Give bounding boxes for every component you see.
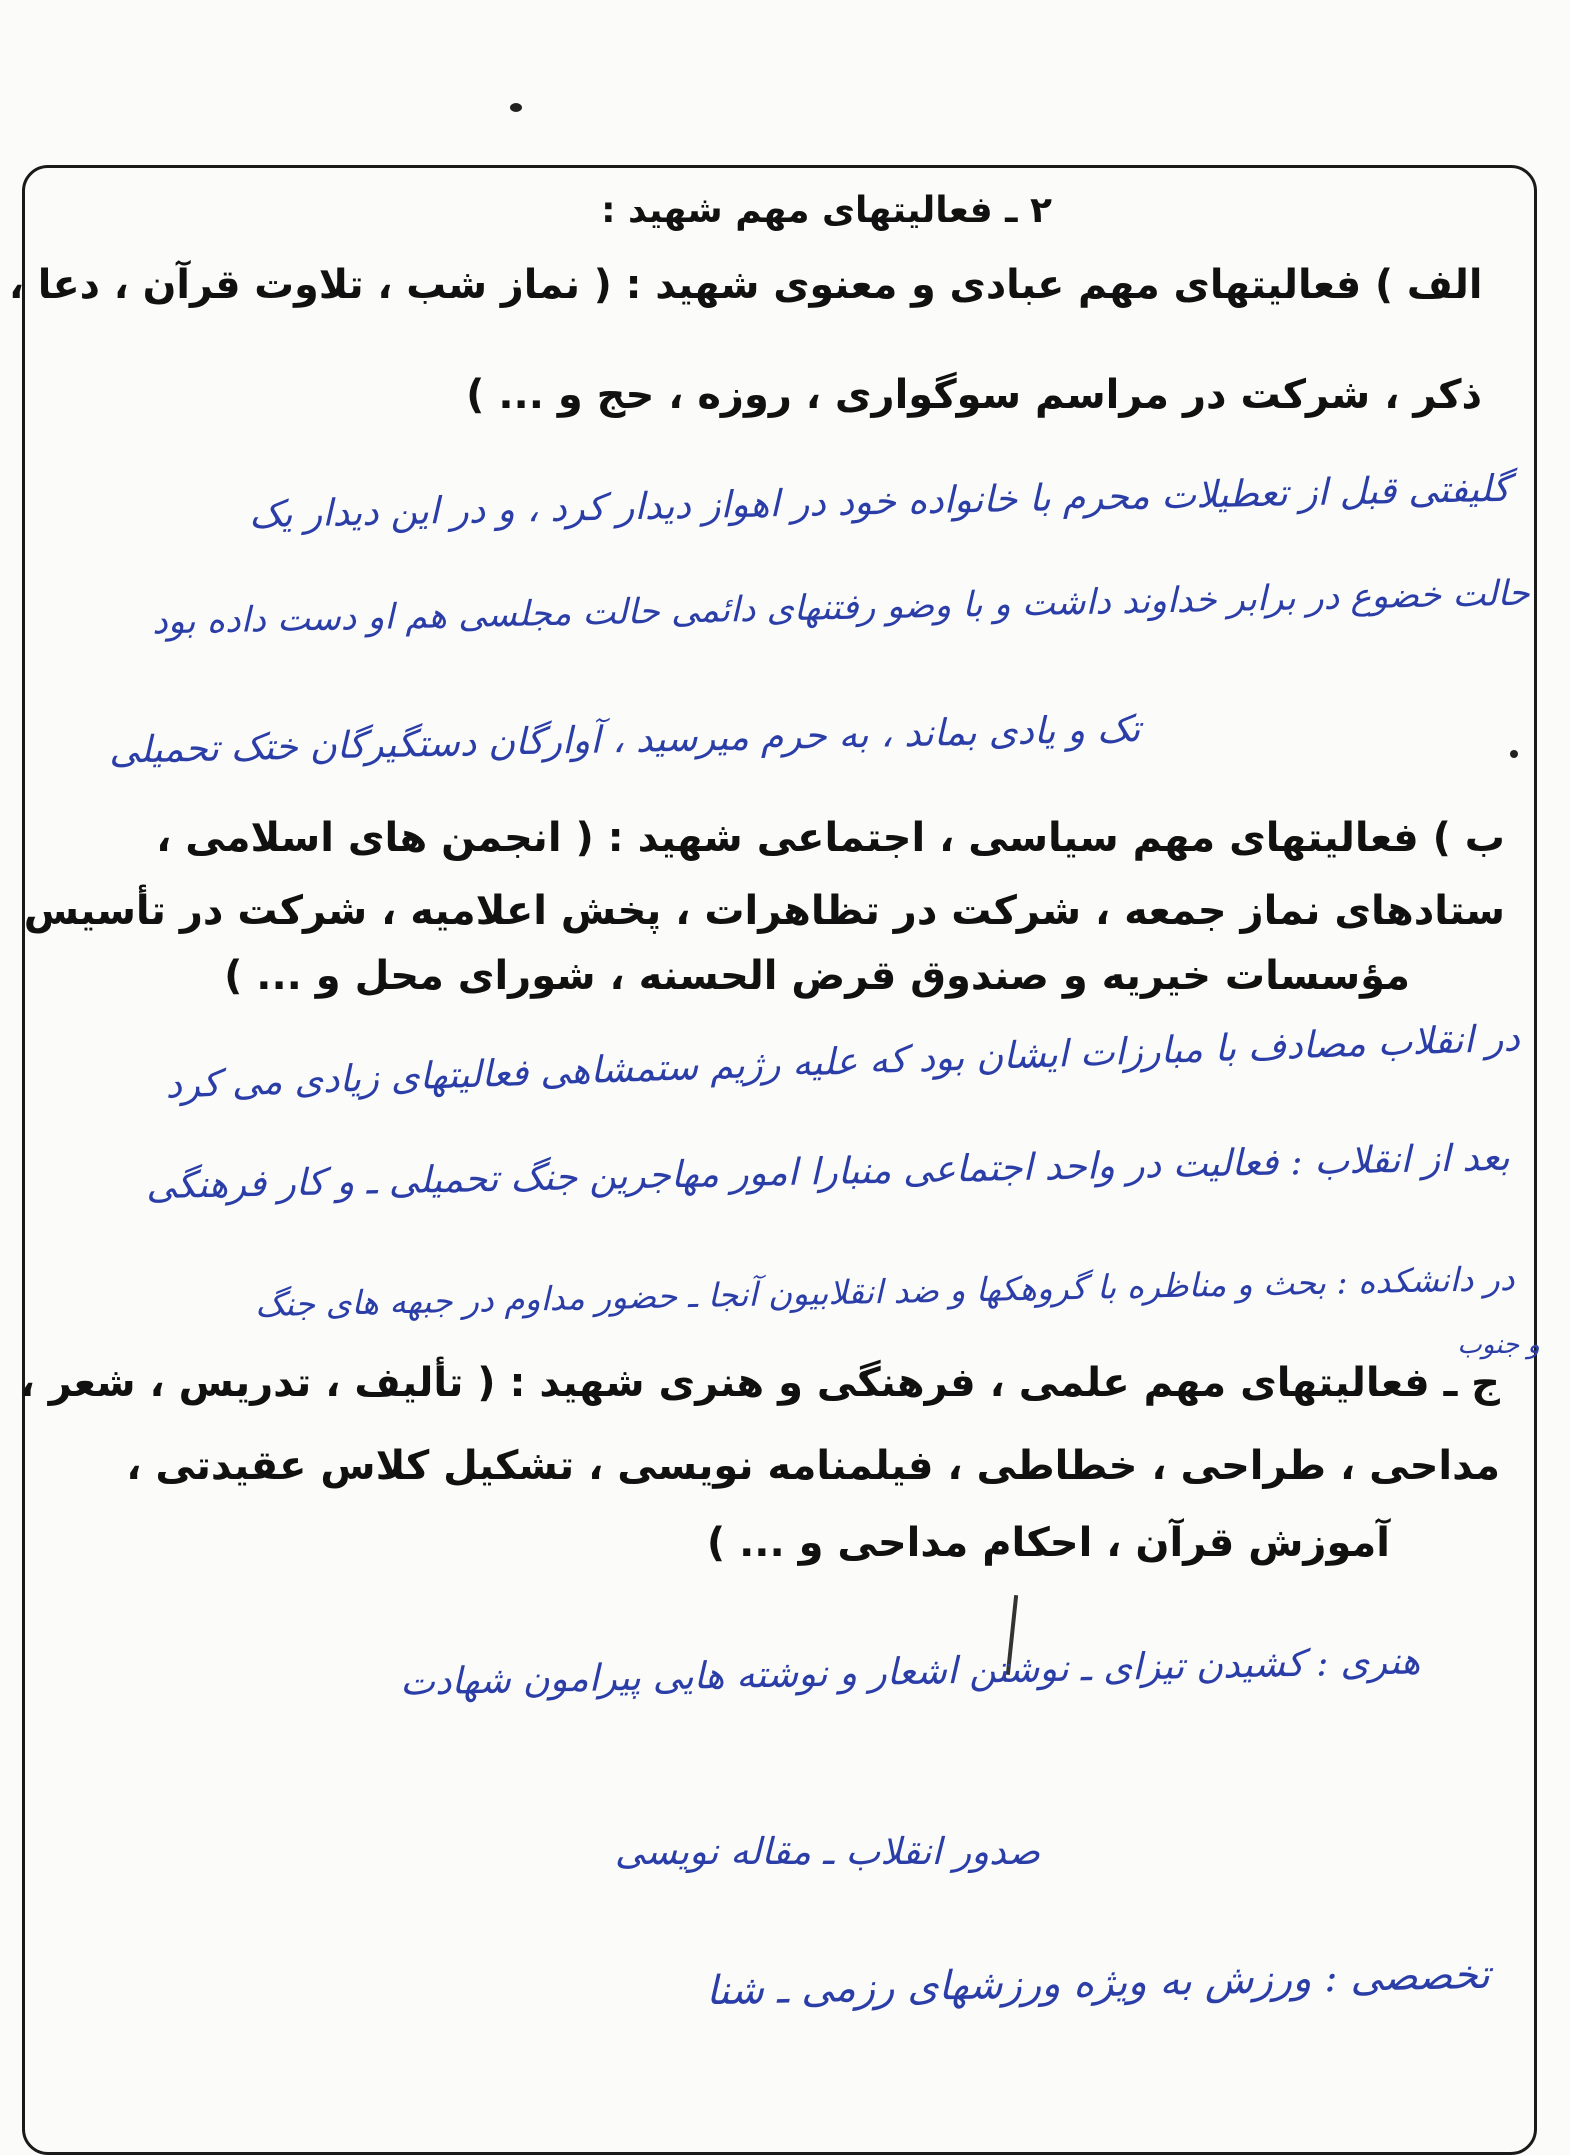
section-a-line-2: ذکر ، شرکت در مراسم سوگواری ، روزه ، حج و ... ) (466, 372, 1482, 418)
section-a-line-1: الف ) فعالیتهای مهم عبادی و معنوی شهید : ( نماز شب ، تلاوت قرآن ، دعا ، (8, 262, 1482, 308)
handwritten-note-7: هنری : کشیدن تیزای ـ نوشتن اشعار و نوشته هایی پیرامون شهادت (399, 1639, 1421, 1704)
handwritten-note-1: گلیفتی قبل از تعطیلات محرم با خانواده خود در اهواز دیدار کرد ، و در این دیدار یک (248, 466, 1511, 537)
section-b-line-2: ستادهای نماز جمعه ، شرکت در تظاهرات ، پخش اعلامیه ، شرکت در تأسیس (23, 888, 1505, 934)
handwritten-note-6: در دانشکده : بحث و مناظره با گروهکها و ضد انقلابیون آنجا ـ حضور مداوم در جبهه های جنگ (255, 1258, 1516, 1325)
section-heading: ۲ ـ فعالیتهای مهم شهید : (601, 190, 1052, 231)
section-c-line-2: مداحی ، طراحی ، خطاطی ، فیلمنامه نویسی ، تشکیل کلاس عقیدتی ، (126, 1443, 1500, 1489)
handwritten-note-3: تک و یادی بماند ، به حرم میرسید ، آوارگان دستگیرگان ختک تحمیلی (108, 707, 1141, 772)
handwritten-note-4: در انقلاب مصادف با مبارزات ایشان بود که علیه رژیم ستمشاهی فعالیتهای زیادی می کرد (164, 1016, 1521, 1107)
handwritten-note-6-continued: و جنوب (1457, 1330, 1540, 1360)
section-b-line-3: مؤسسات خیریه و صندوق قرض الحسنه ، شورای محل و ... ) (224, 953, 1410, 999)
section-c-line-1: ج ـ فعالیتهای مهم علمی ، فرهنگی و هنری شهید : ( تألیف ، تدریس ، شعر ، (19, 1360, 1500, 1406)
ink-speck (510, 103, 522, 112)
handwritten-note-2: حالت خضوع در برابر خداوند داشت و با وضو رفتنهای دائمی حالت مجلسی هم او دست داده بود (151, 573, 1531, 643)
handwritten-note-9: تخصصی : ورزش به ویژه ورزشهای رزمی ـ شنا (705, 1951, 1491, 2015)
handwritten-note-8: صدور انقلاب ـ مقاله نویسی (614, 1830, 1040, 1873)
section-c-line-3: آموزش قرآن ، احکام مداحی و ... ) (706, 1520, 1390, 1566)
handwritten-note-5: بعد از انقلاب : فعالیت در واحد اجتماعی منبارا امور مهاجرین جنگ تحمیلی ـ و کار فرهنگی (145, 1135, 1511, 1208)
section-b-line-1: ب ) فعالیتهای مهم سیاسی ، اجتماعی شهید : ( انجمن های اسلامی ، (156, 815, 1505, 861)
ink-dot-right (1510, 750, 1518, 758)
